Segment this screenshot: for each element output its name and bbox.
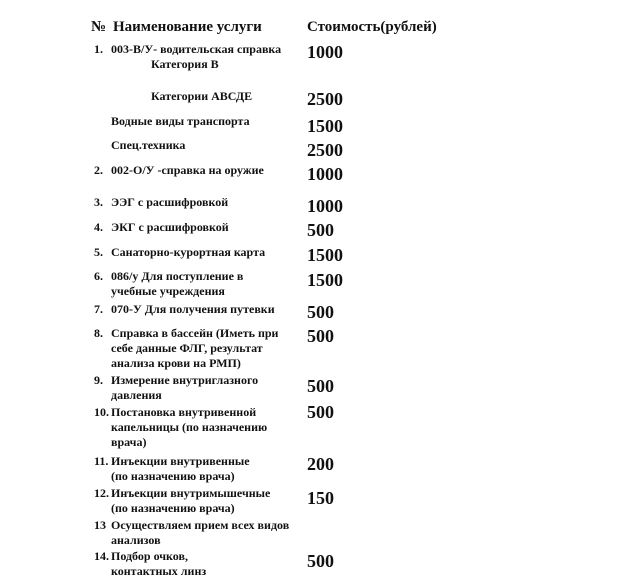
item-name: 086/у Для поступление в учебные учреждения xyxy=(111,269,244,298)
item-name: ЭЭГ с расшифровкой xyxy=(111,195,229,209)
item-name: Измерение внутриглазного давления xyxy=(111,373,259,402)
item-name: Инъекции внутримышечные (по назначению врача) xyxy=(111,486,271,515)
header-cost: Стоимость(рублей) xyxy=(307,19,437,35)
item-price: 1000 xyxy=(307,196,343,216)
item-number: 12. xyxy=(94,486,109,500)
item-price: 2500 xyxy=(307,89,343,109)
item-number: 2. xyxy=(94,163,103,177)
item-number: 14. xyxy=(94,549,109,563)
item-price: 500 xyxy=(307,302,334,322)
item-name: Осуществляем прием всех видов анализов xyxy=(111,518,290,547)
item-price: 500 xyxy=(307,220,334,240)
item-number: 4. xyxy=(94,220,103,234)
item-price: 2500 xyxy=(307,140,343,160)
item-price: 500 xyxy=(307,551,334,571)
header-service-name: Наименование услуги xyxy=(113,19,262,35)
item-number: 13 xyxy=(94,518,106,532)
item-number: 9. xyxy=(94,373,103,387)
item-name: Справка в бассейн (Иметь при себе данные ФЛГ, результат анализа крови на РМП) xyxy=(111,326,279,370)
item-name: контактных линз xyxy=(111,564,207,578)
item-price: 500 xyxy=(307,376,334,396)
item-price: 1500 xyxy=(307,116,343,136)
item-name: Категории АВСДЕ xyxy=(151,89,253,103)
item-number: 10. xyxy=(94,405,109,419)
item-price: 500 xyxy=(307,402,334,422)
item-price: 150 xyxy=(307,488,334,508)
item-name: 003-В/У- водительская справка xyxy=(111,42,282,56)
item-number: 3. xyxy=(94,195,103,209)
item-name: ЭКГ с расшифровкой xyxy=(111,220,229,234)
item-price: 1500 xyxy=(307,270,343,290)
item-number: 8. xyxy=(94,326,103,340)
item-name: Подбор очков, xyxy=(111,549,188,563)
item-name: Инъекции внутривенные (по назначению врача) xyxy=(111,454,250,483)
item-number: 11. xyxy=(94,454,109,468)
item-number: 6. xyxy=(94,269,103,283)
item-name: Водные виды транспорта xyxy=(111,114,250,128)
item-price: 500 xyxy=(307,326,334,346)
item-name: Категория В xyxy=(151,57,219,71)
item-name: Постановка внутривенной капельницы (по назначению врача) xyxy=(111,405,268,449)
item-name: Санаторно-курортная карта xyxy=(111,245,266,259)
item-price: 200 xyxy=(307,454,334,474)
item-price: 1000 xyxy=(307,164,343,184)
item-name: 070-У Для получения путевки xyxy=(111,302,275,316)
header-number-symbol: № xyxy=(91,19,107,35)
item-number: 5. xyxy=(94,245,103,259)
item-name: Спец.техника xyxy=(111,138,186,152)
item-name: 002-О/У -справка на оружие xyxy=(111,163,264,177)
item-price: 1000 xyxy=(307,42,343,62)
item-number: 1. xyxy=(94,42,103,56)
item-number: 7. xyxy=(94,302,103,316)
item-price: 1500 xyxy=(307,245,343,265)
